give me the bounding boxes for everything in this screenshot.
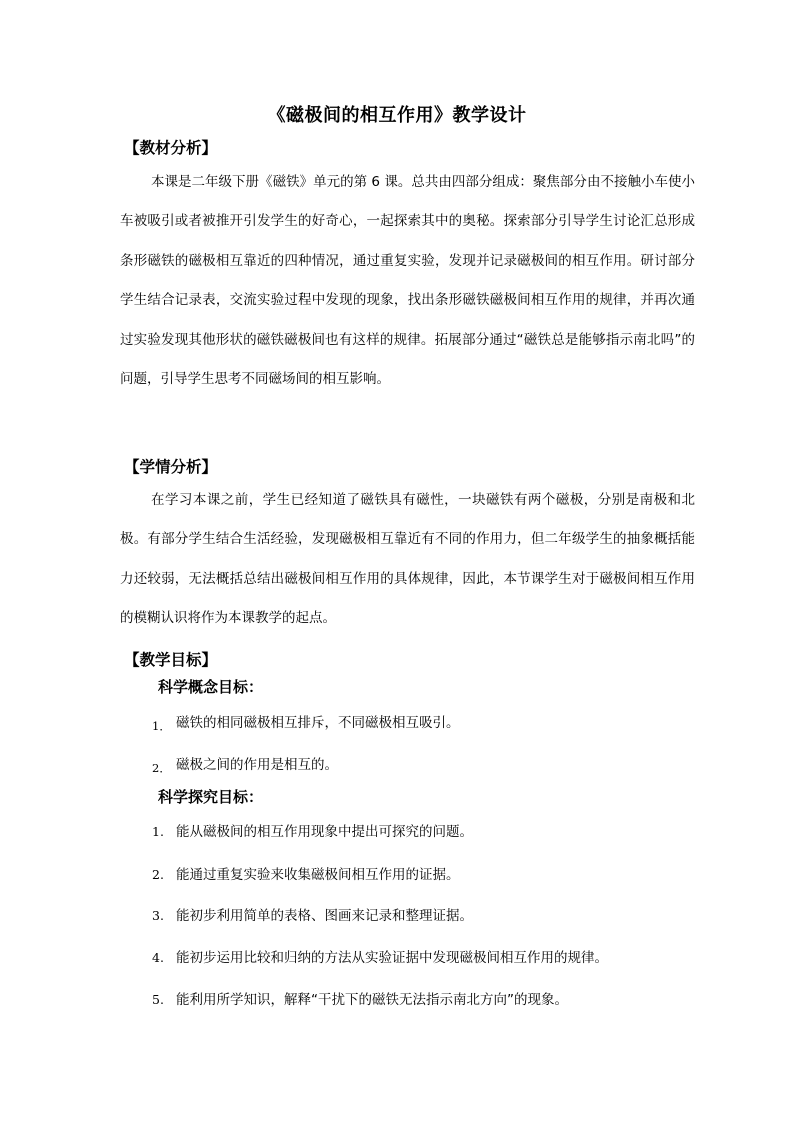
inquiry-goal-item: [152, 864, 460, 886]
list-number: 5.: [152, 992, 164, 1007]
concept-goal-item: [152, 712, 460, 734]
list-number: 4.: [152, 950, 164, 965]
concept-goals-subheading: 科学概念目标：: [158, 678, 264, 696]
section-heading-material-analysis: 【教材分析】: [124, 138, 218, 157]
inquiry-goal-item: [152, 905, 473, 927]
list-number: 2．: [152, 761, 171, 775]
list-item-text: 能利用所学知识，解释“干扰下的磁铁无法指示南北方向”的现象。: [176, 992, 568, 1008]
list-number: 3.: [152, 908, 164, 923]
inquiry-goal-item: [152, 947, 608, 969]
inquiry-goal-item: [152, 821, 473, 843]
learner-analysis-paragraph: 在学习本课之前，学生已经知道了磁铁具有磁性，一块磁铁有两个磁极，分别是南极和北极。有部分学生结合生活经验，发现磁极相互靠近有不同的作用力，但二年级学生的抽象概括能力还较弱，无法概括总结出磁极间相互作用的具体规律，因此，本节课学生对于磁极间相互作用的模糊认识将作为本课教学的起点。: [120, 492, 695, 627]
list-number: 1.: [152, 824, 164, 839]
document-title: 《磁极间的相互作用》教学设计: [267, 105, 527, 126]
section-heading-teaching-goals: 【教学目标】: [124, 650, 218, 669]
list-item-text: 能初步运用比较和归纳的方法从实验证据中发现磁极间相互作用的规律。: [176, 950, 608, 966]
inquiry-goals-subheading: 科学探究目标：: [158, 788, 264, 806]
list-item-text: 磁极之间的作用是相互的。: [176, 757, 338, 773]
list-number: 1．: [152, 719, 171, 733]
concept-goal-item: [152, 754, 338, 776]
inquiry-goal-item: [152, 989, 568, 1011]
list-item-text: 能从磁极间的相互作用现象中提出可探究的问题。: [176, 824, 473, 840]
list-item-text: 能通过重复实验来收集磁极间相互作用的证据。: [176, 867, 460, 883]
list-item-text: 磁铁的相同磁极相互排斥，不同磁极相互吸引。: [176, 715, 460, 731]
list-number: 2.: [152, 867, 164, 882]
list-item-text: 能初步利用简单的表格、图画来记录和整理证据。: [176, 908, 473, 924]
material-analysis-paragraph: 本课是二年级下册《磁铁》单元的第 6 课。总共由四部分组成：聚焦部分由不接触小车使小车被吸引或者被推开引发学生的好奇心，一起探索其中的奥秘。探索部分引导学生讨论汇总形成条形磁铁的磁极相互靠近的四种情况，通过重复实验，发现并记录磁极间的相互作用。研讨部分学生结合记录表，交流实验过程中发现的现象，找出条形磁铁磁极间相互作用的规律，并再次通过实验发现其他形状的磁铁磁极间也有这样的规律。拓展部分通过“磁铁总是能够指示南北吗”的问题，引导学生思考不同磁场间的相互影响。: [120, 174, 695, 388]
section-heading-learner-analysis: 【学情分析】: [124, 457, 218, 476]
